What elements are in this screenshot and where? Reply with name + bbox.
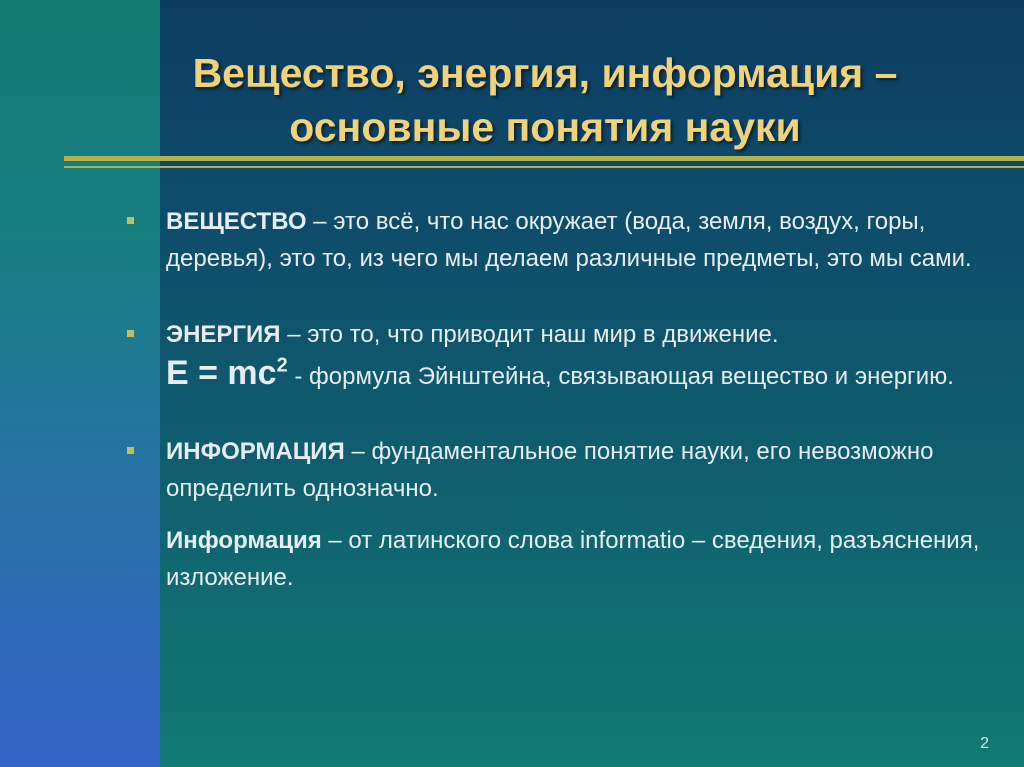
information-etymology [127, 522, 1012, 596]
title-divider-thick [64, 156, 1024, 161]
bullet-item-substance [127, 203, 1012, 277]
definition-substance: – это всё, что нас окружает (вода, земля, воздух, горы, деревья), это то, из чего мы делаем различные предметы, это мы сами. [166, 208, 972, 272]
title-line-1: Вещество, энергия, информация – [192, 50, 898, 96]
definition-information: – фундаментальное понятие науки, его невозможно определить однозначно. [166, 438, 934, 502]
formula-exponent: 2 [276, 354, 288, 377]
title-divider-thin [64, 166, 1024, 168]
bullet-item-energy [127, 316, 1012, 395]
title-line-2: основные понятия науки [289, 104, 801, 150]
slide-body [127, 203, 1012, 596]
definition-energy: – это то, что приводит наш мир в движение. [280, 321, 779, 348]
square-bullet-icon [127, 447, 134, 454]
page-number: 2 [980, 735, 989, 752]
keyword-information: ИНФОРМАЦИЯ [166, 438, 345, 465]
keyword-information-note: Информация [166, 527, 322, 554]
keyword-energy: ЭНЕРГИЯ [166, 321, 281, 348]
einstein-formula [166, 354, 288, 392]
square-bullet-icon [127, 217, 134, 224]
formula-description: - формула Эйнштейна, связывающая вещество и энергию. [287, 363, 954, 390]
bullet-item-information [127, 433, 1012, 507]
slide-title [60, 46, 1024, 154]
keyword-substance: ВЕЩЕСТВО [166, 208, 307, 235]
square-bullet-icon [127, 330, 134, 337]
formula-base: E = mc [166, 354, 277, 392]
etymology-text: – от латинского слова informatio – сведения, разъяснения, изложение. [166, 527, 980, 591]
